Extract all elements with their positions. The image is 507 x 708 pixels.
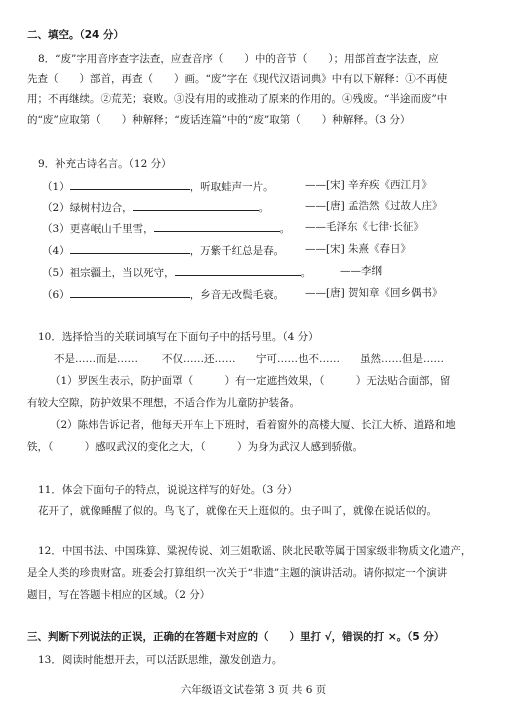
q9-item-text-end: 。 [300,267,312,279]
q9-item-text: 更喜岷山千里雪， [69,223,154,235]
q9-item-source: ——[宋] 朱熹《春日》 [305,243,412,255]
q9-item-text-end: 。 [279,223,291,235]
q9-item-number: （4） [42,245,70,257]
q12-line-2: 是全人类的珍贵财富。班委会打算组织一次关于“非遗”主题的演讲活动。请你拟定一个演讲 [27,567,448,579]
answer-blank[interactable] [70,286,190,298]
q10-option: 不是……而是…… [54,353,138,365]
section-2-heading: 二、填空。（24 分） [27,29,125,41]
q10-line-4: 铁，（ ）感叹武汉的变化之大，（ ）为身为武汉人感到骄傲。 [27,441,363,453]
q9-item-number: （3） [42,223,70,235]
q9-item-source: ——李纲 [340,265,382,277]
q9-item-number: （6） [42,289,70,301]
q10-line-3: （2）陈炜告诉记者，他每天开车上下班时，看着窗外的高楼大厦、长江大桥、道路和地 [50,419,456,431]
answer-blank[interactable] [70,242,190,254]
q9-item-text: 祖宗疆土，当以死守， [69,267,175,279]
q8-line-1: 8．“废”字用音序查字法查，应查音序（ ）中的音节（ ）；用部首查字法查，应 [38,53,439,65]
answer-blank[interactable] [70,178,190,190]
q10-line-2: 有较大空隙，防护效果不理想，不适合作为儿童防护装备。 [27,397,300,409]
q9-item-source: ——[唐] 孟浩然《过故人庄》 [305,200,443,212]
q9-item-number: （2） [42,202,70,214]
q9-title: 9．补充古诗名言。（12 分） [38,158,172,170]
q12-line-1: 12．中国书法、中国珠算、粱祝传说、刘三姐歌谣、陕北民歌等属于国家级非物质文化遗产， [38,545,472,557]
q10-option: 虽然……但是…… [360,353,444,365]
q10-option: 宁可……也不…… [256,353,340,365]
q9-item-number: （5） [42,267,70,279]
q10-title: 10．选择恰当的关联词填写在下面句子中的括号里。（4 分） [38,331,319,343]
q13-statement: 13．阅读时能想开去，可以活跃思维，激发创造力。 [38,654,283,666]
q10-option: 不仅……还…… [162,353,236,365]
q11-sentence: 花开了，就像睡醒了似的。鸟飞了，就像在天上逛似的。虫子叫了，就像在说话似的。 [38,505,437,517]
q9-item-text-end: 。 [258,202,270,214]
answer-blank[interactable] [175,264,301,276]
q9-item-source: ——[宋] 辛弃疾《西江月》 [305,179,433,191]
q9-item-text: ，万紫千红总是春。 [189,245,285,257]
section-3-heading: 三、判断下列说法的正误，正确的在答题卡对应的（ ）里打 √，错误的打 ×。（5 分） [27,631,445,643]
page-footer: 六年级语文试卷第 3 页 共 6 页 [180,684,327,696]
q11-title: 11．体会下面句子的特点，说说这样写的好处。（3 分） [38,484,298,496]
q8-line-2: 先查（ ）部首，再查（ ）画。“废”字在《现代汉语词典》中有以下解释：①不再使 [27,73,448,85]
q8-line-3: 用；不再继续。②荒芜；衰败。③没有用的或推动了原来的作用的。④残废。“半途而废”中 [27,93,448,105]
answer-blank[interactable] [133,199,259,211]
q9-item-source: ——毛泽东《七律·长征》 [305,221,424,233]
q9-item-text: ，乡音无改鬓毛衰。 [189,289,285,301]
q8-line-4: 的“废”应取第（ ）种解释；“废话连篇”中的“废”取第（ ）种解释。（3 分） [27,114,411,126]
q9-item-number: （1） [42,181,70,193]
q10-line-1: （1）罗医生表示，防护面罩（ ）有一定遮挡效果，（ ）无法贴合面部，留 [50,375,451,387]
answer-blank[interactable] [154,220,280,232]
q9-item-source: ——[唐] 贺知章《回乡偶书》 [305,287,443,299]
q12-line-3: 题目，写在答题卡相应的区域。（2 分） [27,589,211,601]
q9-item-text: 绿树村边合， [69,202,133,214]
q9-item-text: ，听取蛙声一片。 [189,181,274,193]
